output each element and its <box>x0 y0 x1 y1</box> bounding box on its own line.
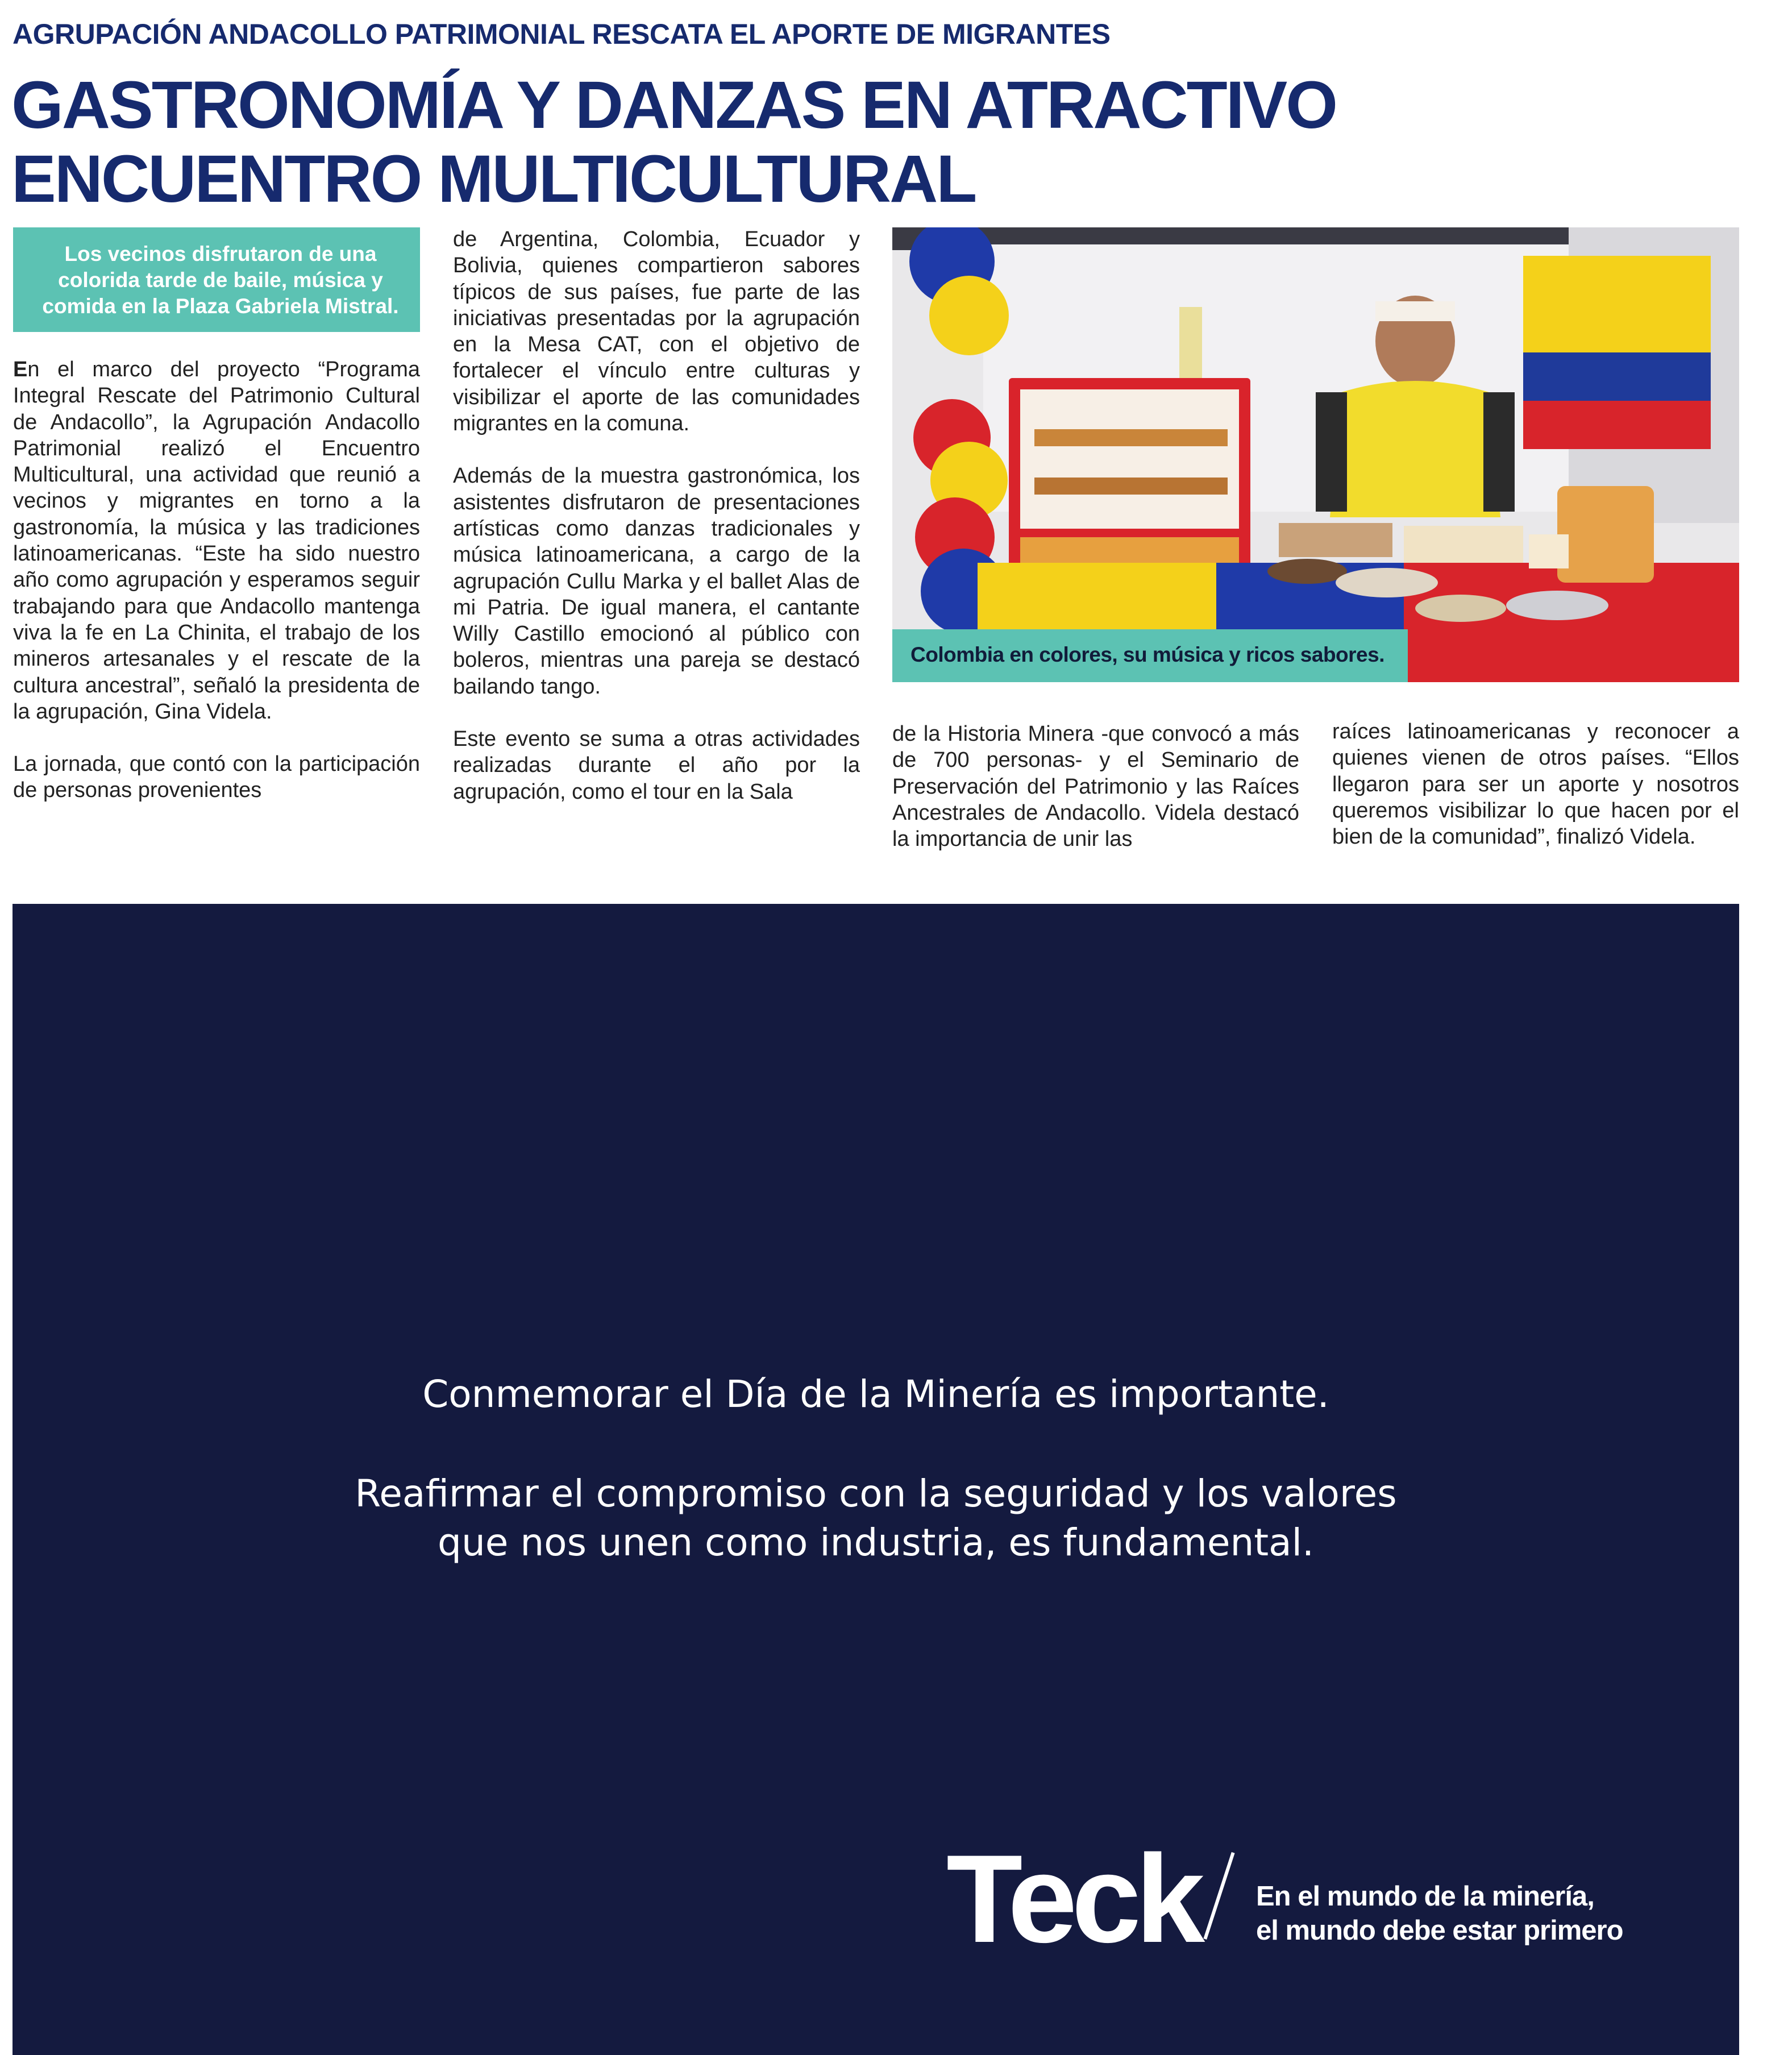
ad-line-2: Reafirmar el compromiso con la seguridad y los valores <box>355 1472 1397 1516</box>
photo-caption-box <box>892 629 1408 682</box>
flag-blue-band <box>1523 352 1711 401</box>
article-headline <box>11 68 1716 216</box>
teck-advertisement <box>13 904 1739 2055</box>
balloon-yellow <box>929 276 1009 355</box>
article-column-3 <box>892 721 1299 852</box>
column-1-paragraph-1-text: n el marco del proyecto “Programa Integral Rescate del Patrimonio Cultural de Andacollo”, la Agrupación Andacollo Patrimonial realizó el Encuentro Multicultural, una actividad que reunió a vecinos y migrantes en torno a la gastronomía, la música y las tradiciones latinoamericanas. “Este ha sido nuestro año como agrupación y esperamos seguir trabajando para que Andacollo mantenga viva la fe en La Chinita, el trabajo de los mineros artesanales y el rescate de la cultura ancestral”, señaló la presidenta de la agrupación, Gina Videla. <box>13 358 420 724</box>
photo-caption: Colombia en colores, su música y ricos sabores. <box>910 643 1384 666</box>
column-1-paragraph-1 <box>13 356 420 725</box>
tagline-line-1: En el mundo de la minería, <box>1256 1881 1594 1912</box>
flag-yellow-band <box>1523 256 1711 352</box>
article-column-1 <box>13 356 420 804</box>
column-4-paragraph-1: raíces latinoamericanas y reconocer a quienes vienen de otros países. “Ellos llegaron para ser un aporte y nosotros queremos visibilizar lo que hacen por el bien de la comunidad”, finalizó Videla. <box>1332 720 1739 849</box>
column-2-paragraph-1: de Argentina, Colombia, Ecuador y Bolivia, quienes compartieron sabores típicos de sus países, fue parte de las iniciativas presentadas por la agrupación en la Mesa CAT, con el objetivo de fortalecer el vínculo entre culturas y visibilizar el aporte de las comunidades migrantes en la comuna. <box>453 227 860 436</box>
lead-box <box>13 227 420 332</box>
article-column-4 <box>1332 719 1739 850</box>
ad-line-3: que nos unen como industria, es fundamental. <box>438 1521 1314 1564</box>
article-kicker: AGRUPACIÓN ANDACOLLO PATRIMONIAL RESCATA EL APORTE DE MIGRANTES <box>13 18 1111 50</box>
photo-illustration <box>892 227 1739 682</box>
column-1-paragraph-2: La jornada, que contó con la participación de personas provenientes <box>13 752 420 803</box>
woman-jersey <box>1330 381 1500 517</box>
column-3-paragraph-1: de la Historia Minera -que convocó a más de 700 personas- y el Seminario de Preservación del Patrimonio y las Raíces Ancestrales de Andacollo. Videla destacó la importancia de unir las <box>892 722 1299 852</box>
flag-red-band <box>1523 401 1711 449</box>
logo-divider-slash <box>1203 1852 1234 1940</box>
article-photo <box>892 227 1739 682</box>
column-2-paragraph-2: Además de la muestra gastronómica, los asistentes disfrutaron de presentaciones artísticas como danzas tradicionales y música latinoamericana, a cargo de la agrupación Cullu Marka y el ballet Alas de mi Patria. De igual manera, el cantante Willy Castillo emocionó al público con boleros, mientras una pareja se destacó bailando tango. <box>453 464 860 699</box>
ad-line-1: Conmemorar el Día de la Minería es importante. <box>422 1372 1329 1416</box>
ad-tagline <box>1256 1879 1623 1948</box>
teck-logo: Teck <box>946 1829 1200 1969</box>
headline-line-1: GASTRONOMÍA Y DANZAS EN ATRACTIVO <box>11 68 1337 143</box>
drop-cap: E <box>13 358 28 381</box>
lead-text: Los vecinos disfrutaron de una colorida tarde de baile, música y comida en la Plaza Gabriela Mistral. <box>42 242 399 318</box>
headline-line-2: ENCUENTRO MULTICULTURAL <box>11 142 976 217</box>
article-column-2 <box>453 226 860 805</box>
column-2-paragraph-3: Este evento se suma a otras actividades realizadas durante el año por la agrupación, como el tour en la Sala <box>453 727 860 804</box>
tagline-line-2: el mundo debe estar primero <box>1256 1915 1623 1946</box>
